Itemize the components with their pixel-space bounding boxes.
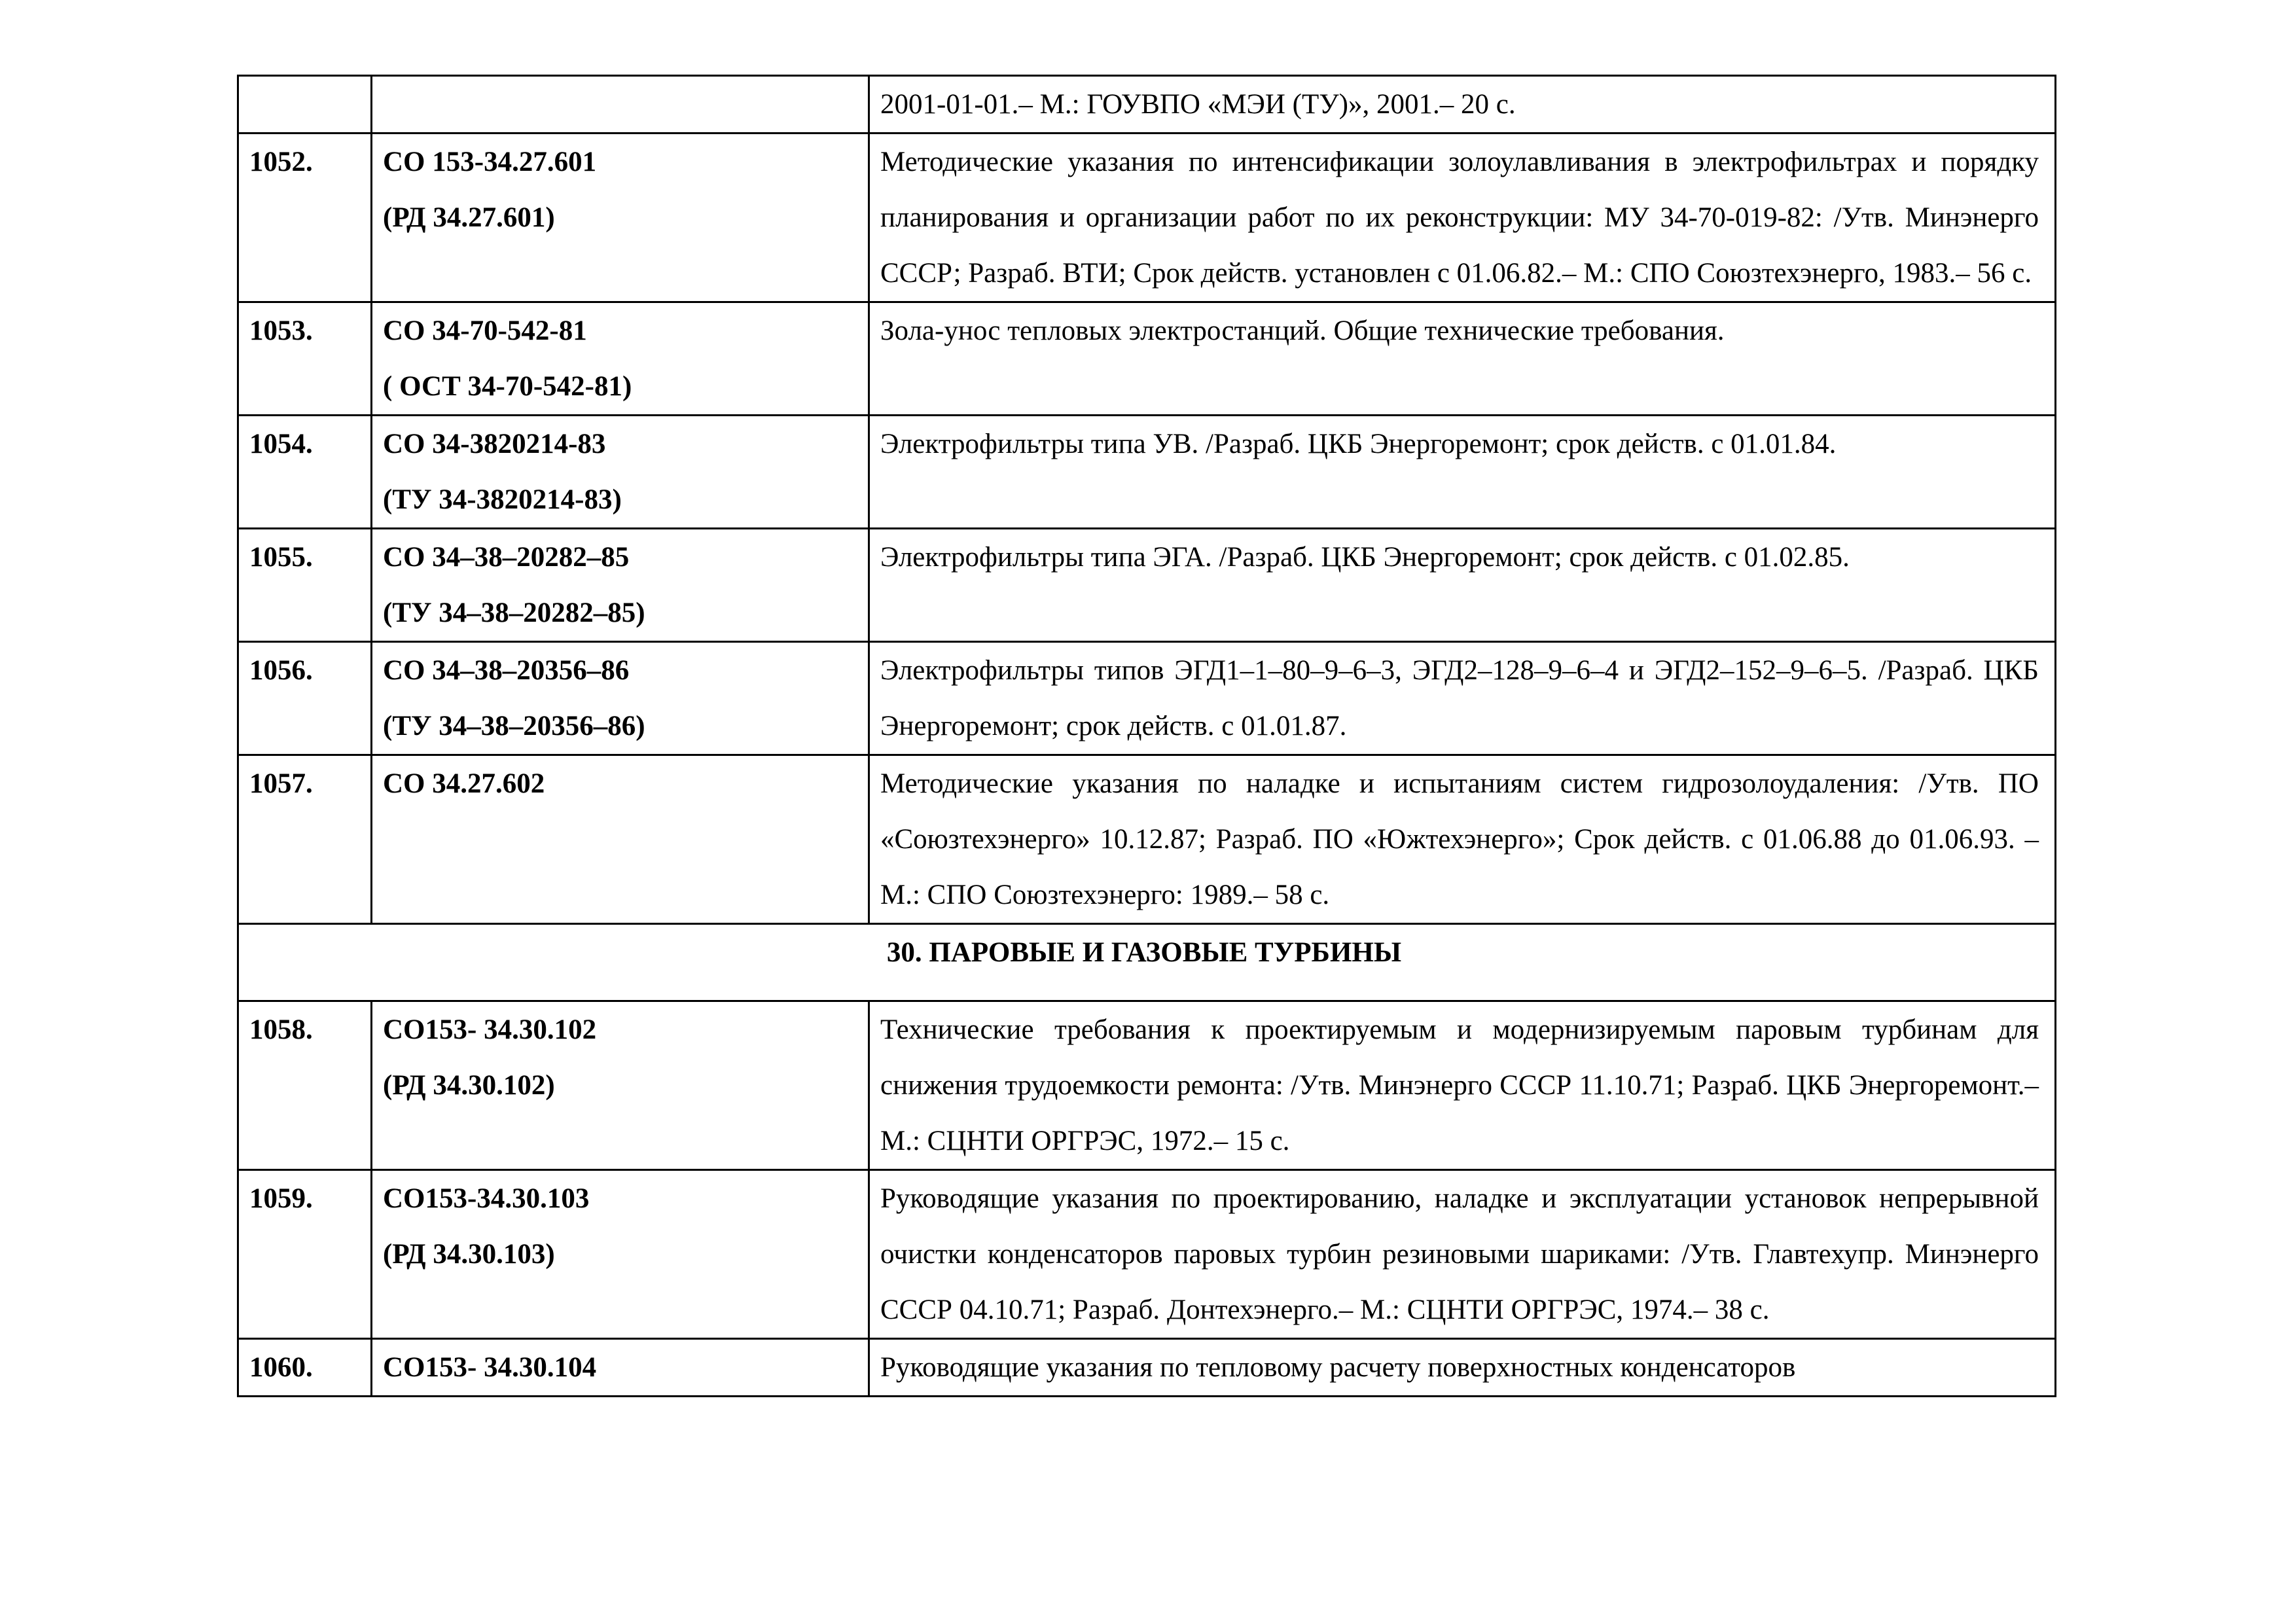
code-line: СО 34–38–20282–85 (383, 542, 630, 573)
document-code (372, 642, 869, 755)
document-code (372, 1170, 869, 1339)
document-code (372, 755, 869, 924)
description-text: Электрофильтры типов ЭГД1–1–80–9–6–3, ЭГД2–128–9–6–4 и ЭГД2–152–9–6–5. /Разраб. ЦКБ Энергоремонт; срок действ. с 01.01.87. (880, 655, 2039, 741)
section-title: 30. ПАРОВЫЕ И ГАЗОВЫЕ ТУРБИНЫ (238, 924, 2056, 1001)
description-text: Руководящие указания по тепловому расчету поверхностных конденсаторов (880, 1352, 1796, 1383)
document-code (372, 416, 869, 529)
table-row (238, 755, 2056, 924)
code-line: СО 34-70-542-81 (383, 315, 587, 346)
description-text: Методические указания по наладке и испытаниям систем гидрозолоудаления: /Утв. ПО «Союзтехэнерго» 10.12.87; Разраб. ПО «Южтехэнерго»; Срок действ. с 01.06.88 до 01.06.93. –М.: СПО Союзтехэнерго: 1989.– 58 с. (880, 768, 2039, 910)
code-line: СО 34.27.602 (383, 768, 545, 799)
table-row (238, 416, 2056, 529)
entry-number: 1055. (238, 529, 372, 642)
description-text: 2001-01-01.– М.: ГОУВПО «МЭИ (ТУ)», 2001.– 20 с. (880, 89, 1516, 120)
code-line: СО 34–38–20356–86 (383, 655, 630, 686)
code-line: ( ОСТ 34-70-542-81) (383, 371, 632, 402)
document-description (869, 1001, 2056, 1170)
description-text: Технические требования к проектируемым и модернизируемым паровым турбинам для снижения трудоемкости ремонта: /Утв. Минэнерго СССР 11.10.71; Разраб. ЦКБ Энергоремонт.– М.: СЦНТИ ОРГРЭС, 1972.– 15 с. (880, 1014, 2039, 1156)
table-row (238, 529, 2056, 642)
table-row (238, 1170, 2056, 1339)
entry-number: 1053. (238, 302, 372, 416)
code-line: (РД 34.30.103) (383, 1239, 555, 1270)
document-table (237, 75, 2056, 1397)
document-description (869, 642, 2056, 755)
document-description (869, 134, 2056, 302)
entry-number: 1057. (238, 755, 372, 924)
document-code (372, 529, 869, 642)
table-row (238, 134, 2056, 302)
document-code (372, 1339, 869, 1397)
document-description (869, 755, 2056, 924)
description-text: Методические указания по интенсификации золоулавливания в электрофильтрах и порядку планирования и организации работ по их реконструкции: МУ 34-70-019-82: /Утв. Минэнерго СССР; Разраб. ВТИ; Срок действ. установлен с 01.06.82.– М.: СПО Союзтехэнерго, 1983.– 56 с. (880, 147, 2039, 289)
section-heading-row (238, 924, 2056, 1001)
table-row (238, 76, 2056, 134)
description-text: Зола-унос тепловых электростанций. Общие технические требования. (880, 315, 1725, 346)
document-description (869, 76, 2056, 134)
document-description (869, 1339, 2056, 1397)
code-line: (РД 34.27.601) (383, 202, 555, 233)
entry-number: 1054. (238, 416, 372, 529)
document-code (372, 302, 869, 416)
description-text: Руководящие указания по проектированию, наладке и эксплуатации установок непрерывной очистки конденсаторов паровых турбин резиновыми шариками: /Утв. Главтехупр. Минэнерго СССР 04.10.71; Разраб. Донтехэнерго.– М.: СЦНТИ ОРГРЭС, 1974.– 38 с. (880, 1183, 2039, 1325)
document-code (372, 76, 869, 134)
entry-number: 1060. (238, 1339, 372, 1397)
entry-number (238, 76, 372, 134)
document-code (372, 1001, 869, 1170)
table-row (238, 642, 2056, 755)
entry-number: 1059. (238, 1170, 372, 1339)
table-row (238, 302, 2056, 416)
document-description (869, 529, 2056, 642)
code-line: СО153- 34.30.102 (383, 1014, 597, 1045)
code-line: СО 153-34.27.601 (383, 147, 597, 177)
code-line: СО153-34.30.103 (383, 1183, 590, 1214)
document-code (372, 134, 869, 302)
document-description (869, 1170, 2056, 1339)
description-text: Электрофильтры типа ЭГА. /Разраб. ЦКБ Энергоремонт; срок действ. с 01.02.85. (880, 542, 1850, 573)
entry-number: 1052. (238, 134, 372, 302)
table-row (238, 1339, 2056, 1397)
document-description (869, 302, 2056, 416)
document-description (869, 416, 2056, 529)
table-row (238, 1001, 2056, 1170)
code-line: (ТУ 34–38–20356–86) (383, 711, 645, 741)
entry-number: 1056. (238, 642, 372, 755)
code-line: СО153- 34.30.104 (383, 1352, 597, 1383)
code-line: (ТУ 34–38–20282–85) (383, 597, 645, 628)
code-line: (ТУ 34-3820214-83) (383, 484, 622, 515)
code-line: СО 34-3820214-83 (383, 429, 606, 459)
code-line: (РД 34.30.102) (383, 1070, 555, 1101)
description-text: Электрофильтры типа УВ. /Разраб. ЦКБ Энергоремонт; срок действ. с 01.01.84. (880, 429, 1837, 459)
entry-number: 1058. (238, 1001, 372, 1170)
